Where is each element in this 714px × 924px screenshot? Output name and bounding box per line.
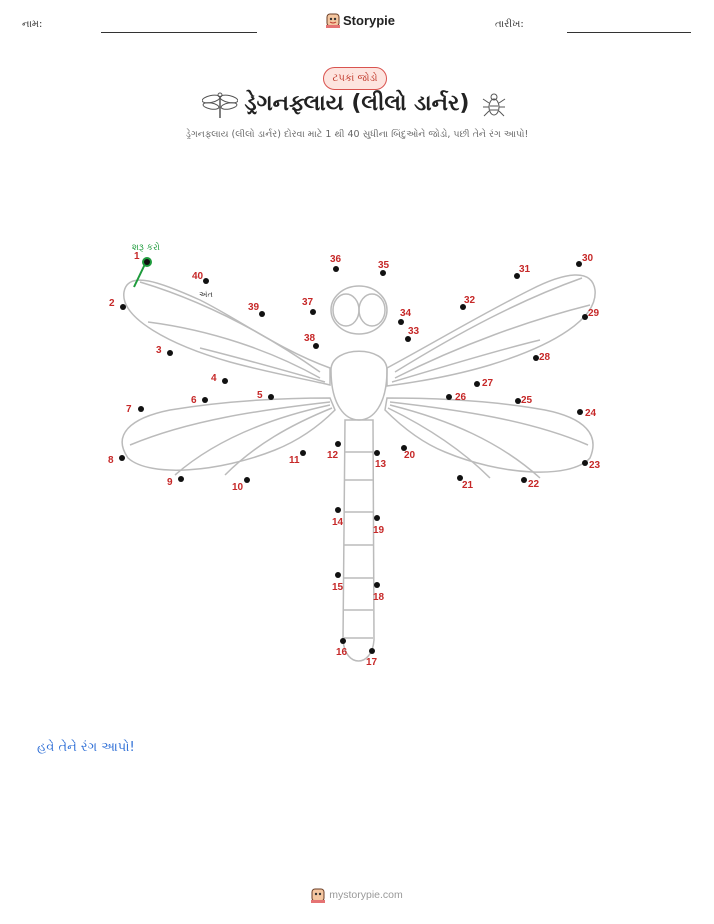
dot-number-24: 24 <box>585 408 597 419</box>
dot-number-13: 13 <box>375 459 387 470</box>
dot-1 <box>144 259 150 265</box>
dot-6 <box>202 397 208 403</box>
dot-number-6: 6 <box>191 395 197 406</box>
dot-number-10: 10 <box>232 482 244 493</box>
dot-number-25: 25 <box>521 395 533 406</box>
dot-23 <box>582 460 588 466</box>
dot-17 <box>369 648 375 654</box>
dot-number-34: 34 <box>400 308 412 319</box>
dot-number-32: 32 <box>464 295 476 306</box>
color-prompt: હવે તેને રંગ આપો! <box>37 740 135 755</box>
dot-16 <box>340 638 346 644</box>
dot-2 <box>120 304 126 310</box>
dot-8 <box>119 455 125 461</box>
dot-number-8: 8 <box>108 455 114 466</box>
dot-number-9: 9 <box>167 477 173 488</box>
dot-26 <box>446 394 452 400</box>
dots-layer <box>108 251 601 668</box>
dot-4 <box>222 378 228 384</box>
dot-number-37: 37 <box>302 297 314 308</box>
dot-number-20: 20 <box>404 450 416 461</box>
dot-40 <box>203 278 209 284</box>
dot-number-38: 38 <box>304 333 316 344</box>
dot-13 <box>374 450 380 456</box>
end-label: અંત <box>199 290 213 299</box>
dot-number-36: 36 <box>330 254 342 265</box>
dot-number-3: 3 <box>156 345 162 356</box>
dot-number-31: 31 <box>519 264 531 275</box>
dot-36 <box>333 266 339 272</box>
dot-34 <box>398 319 404 325</box>
dot-24 <box>577 409 583 415</box>
dot-3 <box>167 350 173 356</box>
dot-number-5: 5 <box>257 390 263 401</box>
dot-number-40: 40 <box>192 271 204 282</box>
dot-number-12: 12 <box>327 450 339 461</box>
start-label: શરૂ કરો <box>132 243 160 253</box>
dot-number-39: 39 <box>248 302 260 313</box>
instructions: ડ્રેગનફ્લાય (લીલો ડાર્નર) દોરવા માટે 1 થી 40 સુધીના બિંદુઓને જોડો, પછી તેને રંગ આપો! <box>185 129 529 140</box>
dot-39 <box>259 311 265 317</box>
dot-number-35: 35 <box>378 260 390 271</box>
dot-12 <box>335 441 341 447</box>
dot-number-15: 15 <box>332 582 344 593</box>
dot-number-2: 2 <box>109 298 115 309</box>
activity-badge: ટપકાં જોડો <box>323 67 387 90</box>
dot-number-17: 17 <box>366 657 378 668</box>
dot-18 <box>374 582 380 588</box>
brand-name: Storypie <box>343 12 396 28</box>
dot-number-27: 27 <box>482 378 494 389</box>
dot-11 <box>300 450 306 456</box>
dot-5 <box>268 394 274 400</box>
dot-number-26: 26 <box>455 392 467 403</box>
dot-number-16: 16 <box>336 647 348 658</box>
dot-22 <box>521 477 527 483</box>
footer <box>0 887 714 903</box>
dot-14 <box>335 507 341 513</box>
footer-logo-icon <box>311 887 325 903</box>
dot-number-19: 19 <box>373 525 385 536</box>
page-title: ડ્રેગનફ્લાય (લીલો ડાર્નર) <box>244 91 470 116</box>
dot-number-1: 1 <box>134 251 140 262</box>
dot-9 <box>178 476 184 482</box>
dot-10 <box>244 477 250 483</box>
dot-number-11: 11 <box>289 455 300 466</box>
dot-27 <box>474 381 480 387</box>
dot-number-30: 30 <box>582 253 594 264</box>
name-label: નામ: <box>22 19 43 30</box>
dot-number-29: 29 <box>588 308 600 319</box>
dot-number-33: 33 <box>408 326 420 337</box>
dot-7 <box>138 406 144 412</box>
dot-37 <box>310 309 316 315</box>
date-label: તારીખ: <box>495 19 524 30</box>
dot-number-23: 23 <box>589 460 601 471</box>
dot-15 <box>335 572 341 578</box>
dragonfly-outline <box>122 275 595 661</box>
dot-number-18: 18 <box>373 592 385 603</box>
dot-number-4: 4 <box>211 373 217 384</box>
dot-number-14: 14 <box>332 517 344 528</box>
dot-number-7: 7 <box>126 404 132 415</box>
dot-number-28: 28 <box>539 352 551 363</box>
dot-number-21: 21 <box>462 480 474 491</box>
dot-number-22: 22 <box>528 479 540 490</box>
footer-url: mystorypie.com <box>329 889 403 901</box>
dot-19 <box>374 515 380 521</box>
